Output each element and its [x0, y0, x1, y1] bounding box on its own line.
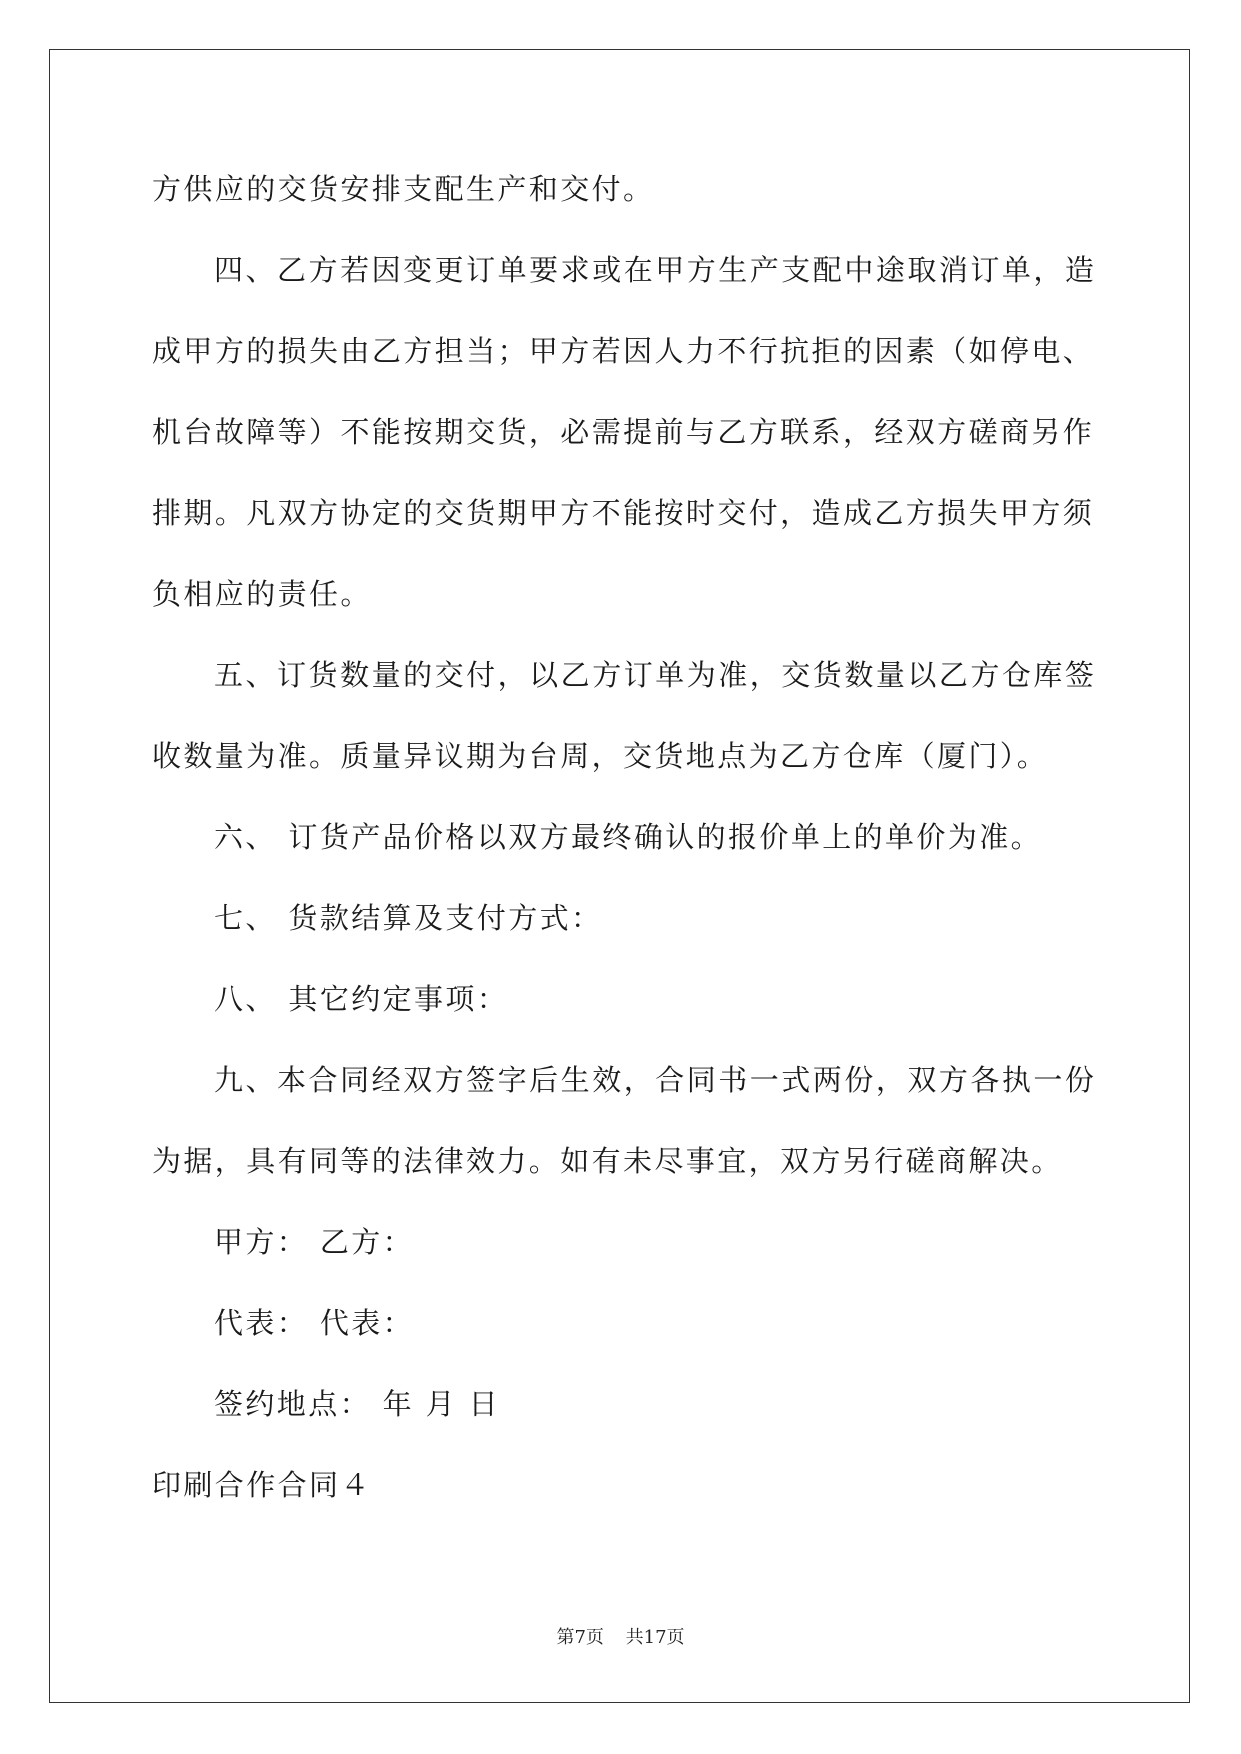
paragraph-line: 九 、 本 合 同 经 双 方 签 字 后 生 效 ， 合 同 书 一 式 两 份 ， 双 方 各 执 一 份 [214, 1063, 1094, 1097]
page-footer [0, 1623, 1241, 1649]
paragraph-line: 五 、 订 货 数 量 的 交 付 ， 以 乙 方 订 单 为 准 ， 交 货 数 量 以 乙 方 仓 库 签 [214, 658, 1094, 692]
paragraph-line: 七、 货款结算及支付方式： [214, 901, 603, 935]
paragraph-line: 方供应的交货安排支配生产和交付。 [152, 172, 655, 206]
paragraph-line: 为据，具有同等的法律效力。如有未尽事宜，双方另行磋商解决。 [152, 1144, 1063, 1178]
signature-place-date-line: 签约地点： 年 月 日 [214, 1387, 501, 1421]
paragraph-line: 排 期 。 凡 双 方 协 定 的 交 货 期 甲 方 不 能 按 时 交 付 ， 造 成 乙 方 损 失 甲 方 须 [152, 496, 1092, 530]
paragraph-line: 收数量为准。质量异议期为台周，交货地点为乙方仓库（厦门）。 [152, 739, 1049, 773]
paragraph-line: 四 、 乙 方 若 因 变 更 订 单 要 求 或 在 甲 方 生 产 支 配 中 途 取 消 订 单 ， 造 [214, 253, 1094, 287]
section-heading: 印刷合作合同４ [152, 1468, 372, 1502]
paragraph-line: 八、 其它约定事项： [214, 982, 509, 1016]
signature-representative-line: 代表： 代表： [214, 1306, 415, 1340]
page-number: 第7页 [556, 1627, 604, 1648]
paragraph-line: 六、 订货产品价格以双方最终确认的报价单上的单价为准。 [214, 820, 1043, 854]
page-border [49, 49, 1190, 1703]
paragraph-line: 成 甲 方 的 损 失 由 乙 方 担 当 ； 甲 方 若 因 人 力 不 行 抗 拒 的 因 素 （ 如 停 电 、 [152, 334, 1092, 368]
paragraph-line: 机 台 故 障 等 ） 不 能 按 期 交 货 ， 必 需 提 前 与 乙 方 联 系 ， 经 双 方 磋 商 另 作 [152, 415, 1092, 449]
paragraph-line: 负相应的责任。 [152, 577, 372, 611]
page-total: 共17页 [625, 1627, 685, 1648]
signature-party-line: 甲方： 乙方： [214, 1225, 415, 1259]
